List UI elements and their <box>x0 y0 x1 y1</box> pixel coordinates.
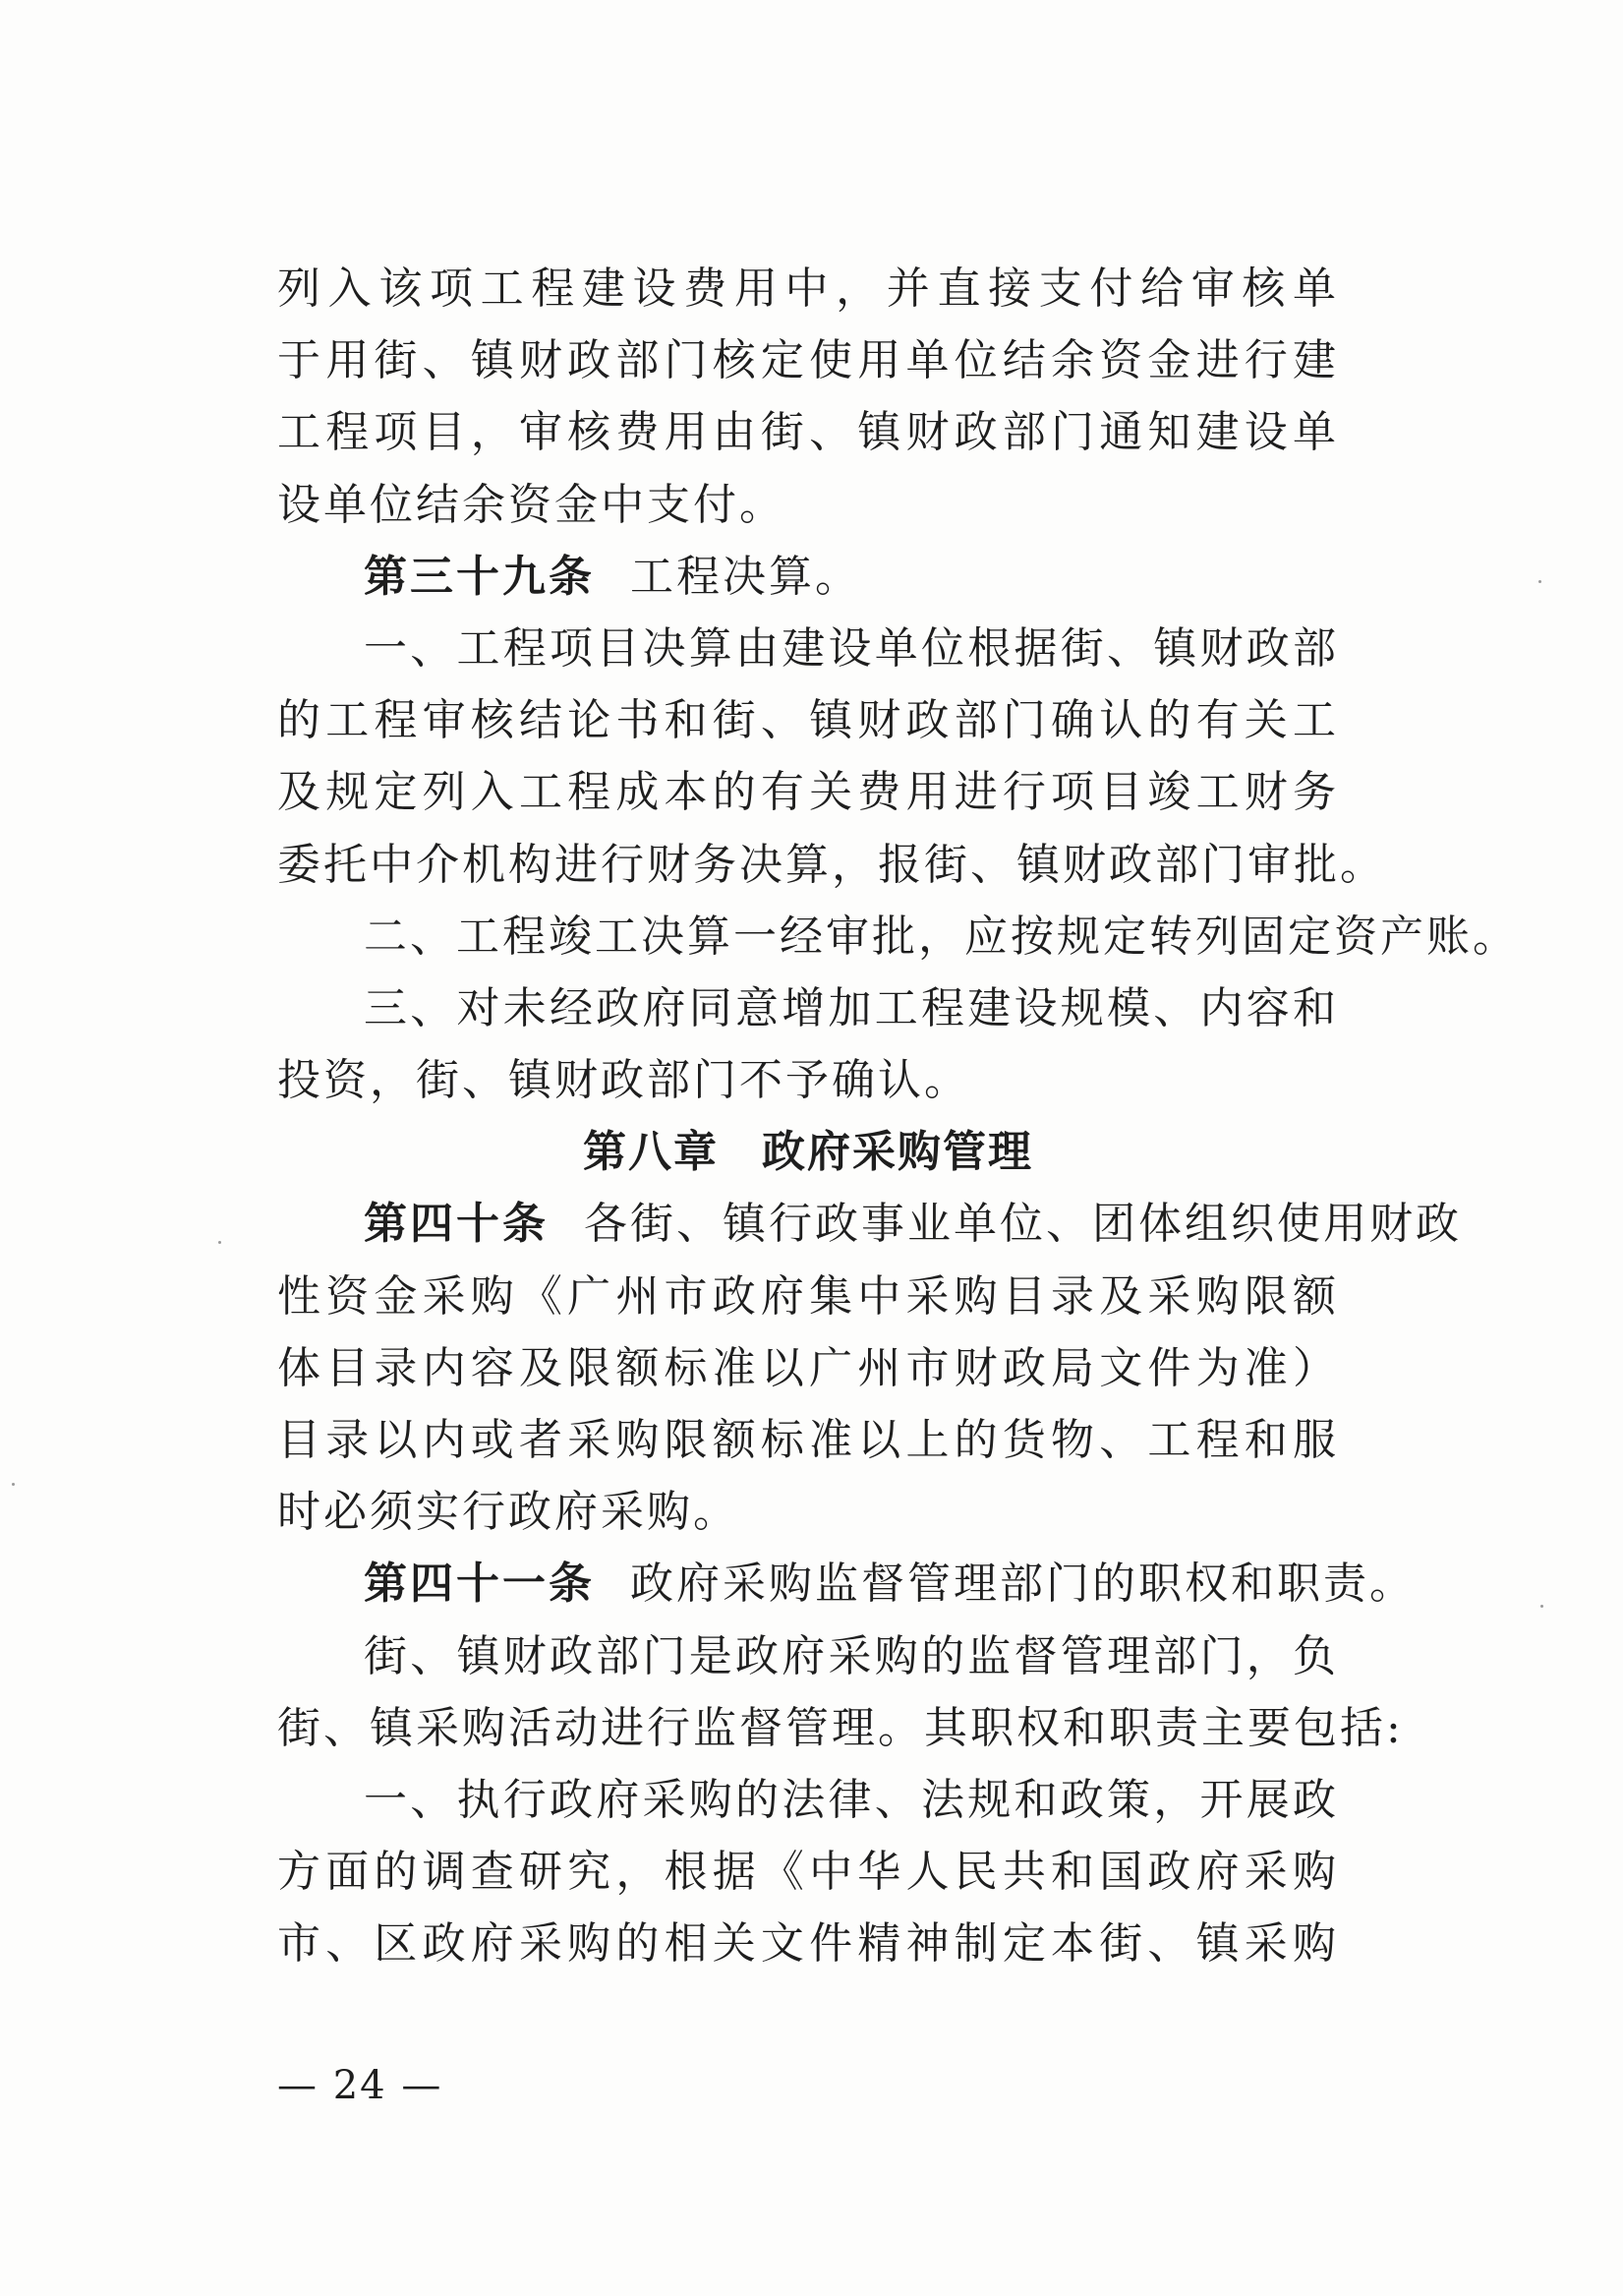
article-number: 第三十九条 <box>364 551 595 602</box>
article-40-heading <box>277 1188 1462 1260</box>
text-line: 设单位结余资金中支付。 <box>277 479 785 530</box>
text-line: 街、镇财政部门是政府采购的监督管理部门，负 <box>364 1630 1339 1681</box>
chapter-number: 第八章 <box>583 1127 719 1178</box>
article-lead: 政府采购监督管理部门的职权和职责。 <box>630 1559 1416 1610</box>
text-line: 二、工程竣工决算一经审批，应按规定转列固定资产账。 <box>364 911 1519 962</box>
article-41-heading <box>277 1548 1416 1619</box>
scan-speck <box>218 1241 221 1244</box>
article-lead: 各街、镇行政事业单位、团体组织使用财政 <box>584 1199 1462 1250</box>
chapter-heading <box>277 1116 1339 1188</box>
article-39-heading <box>277 541 1339 613</box>
text-line: 于用街、镇财政部门核定使用单位结余资金进行建 <box>277 335 1339 386</box>
article-number: 第四十条 <box>364 1199 549 1250</box>
text-line: 方面的调查研究，根据《中华人民共和国政府采购 <box>277 1847 1339 1898</box>
chapter-title: 政府采购管理 <box>762 1127 1033 1178</box>
text-line: 投资，街、镇财政部门不予确认。 <box>277 1055 970 1106</box>
text-line: 体目录内容及限额标准以广州市财政局文件为准） <box>277 1342 1339 1393</box>
text-line: 一、工程项目决算由建设单位根据街、镇财政部 <box>364 622 1339 674</box>
text-line: 时必须实行政府采购。 <box>277 1487 739 1538</box>
text-line: 街、镇采购活动进行监督管理。其职权和职责主要包括: <box>277 1702 1404 1753</box>
text-line: 委托中介机构进行财务决算，报街、镇财政部门审批。 <box>277 839 1386 890</box>
text-line: 市、区政府采购的相关文件精神制定本街、镇采购 <box>277 1918 1339 1970</box>
text-line: 工程项目，审核费用由街、镇财政部门通知建设单 <box>277 407 1339 458</box>
text-line: 及规定列入工程成本的有关费用进行项目竣工财务 <box>277 767 1339 818</box>
scan-speck <box>12 1483 15 1486</box>
text-line: 性资金采购《广州市政府集中采购目录及采购限额 <box>277 1270 1339 1322</box>
text-line: 的工程审核结论书和街、镇财政部门确认的有关工 <box>277 695 1339 746</box>
scan-speck <box>1538 580 1541 583</box>
page-number: — 24 — <box>277 2063 443 2108</box>
article-number: 第四十一条 <box>364 1559 595 1610</box>
scan-speck <box>1540 1605 1543 1608</box>
text-line: 三、对未经政府同意增加工程建设规模、内容和 <box>364 982 1339 1033</box>
text-line: 列入该项工程建设费用中，并直接支付给审核单 <box>277 264 1339 314</box>
article-lead: 工程决算。 <box>630 551 861 602</box>
text-line: 目录以内或者采购限额标准以上的货物、工程和服 <box>277 1415 1339 1465</box>
text-line: 一、执行政府采购的法律、法规和政策，开展政 <box>364 1774 1339 1825</box>
document-body <box>277 253 1519 1980</box>
